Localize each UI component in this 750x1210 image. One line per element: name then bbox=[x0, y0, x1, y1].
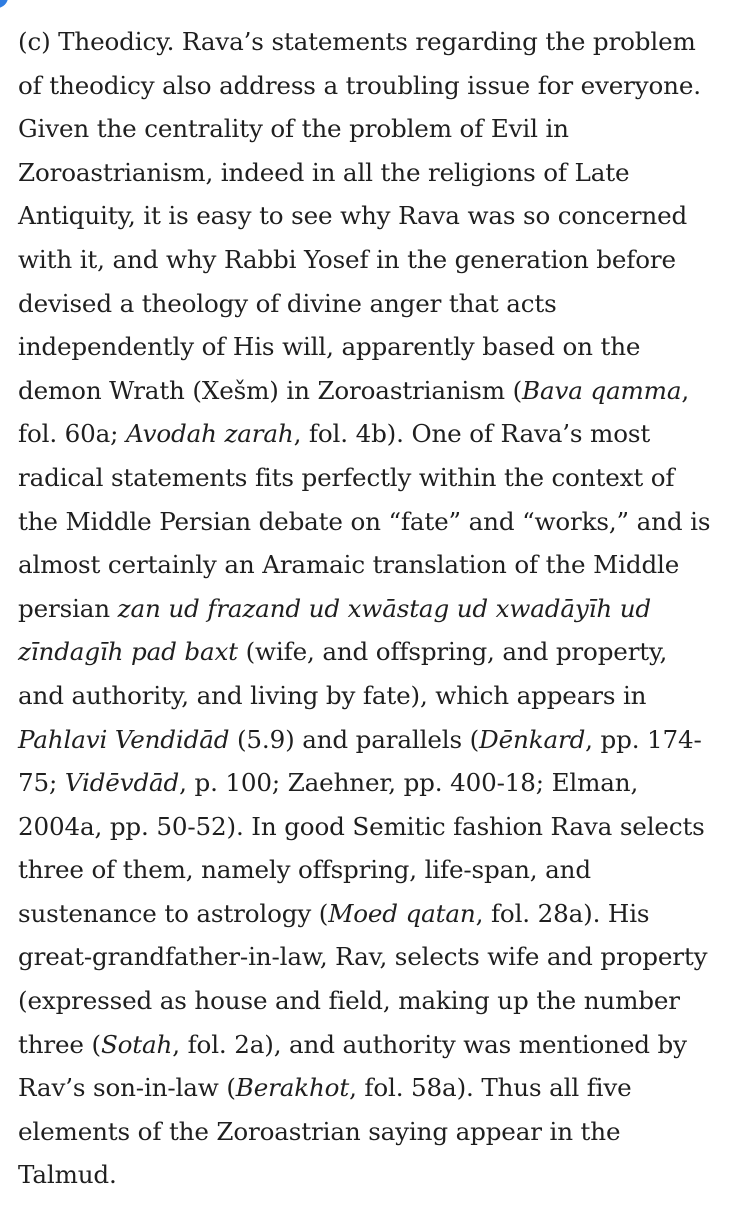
text-run: , fol. 58a). Thus all five elements of the Zoroastrian saying appear in the Talmud. bbox=[18, 1073, 632, 1190]
citation-denkard: Dēnkard bbox=[479, 724, 586, 754]
text-run: , fol. 2a), and authority was mentioned by Rav’s son-in-law ( bbox=[18, 1029, 687, 1103]
text-run: (c) Theodicy. Rava’s statements regarding the problem of theodicy also address a troubling issue for everyone. Given the centrality of the problem of Evil in Zoroastrianism, indeed in all the religions of Late Antiquity, it is easy to see why Rava was so concerned with it, and why Rabbi Yosef in the generation before devised a theology of divine anger that acts independently of His will, apparently based on the demon Wrath (Xešm) in Zoroastrianism ( bbox=[18, 27, 701, 405]
text-run: (5.9) and parallels ( bbox=[229, 724, 480, 754]
text-run: , fol. 60a; bbox=[18, 375, 690, 449]
text-run: (wife, and offspring, and property, and authority, and living by fate), which appears in bbox=[18, 637, 668, 710]
citation-sotah: Sotah bbox=[100, 1029, 173, 1059]
citation-bava-qamma: Bava qamma bbox=[522, 375, 682, 405]
text-run: , fol. 28a). His great-grandfather-in-law, Rav, selects wife and property (expressed as house and field, making up the number three ( bbox=[18, 898, 708, 1059]
text-run: , p. 100; Zaehner, pp. 400-18; Elman, 2004a, pp. 50-52). In good Semitic fashion Rava selects three of them, namely offspring, life-span, and sustenance to astrology ( bbox=[18, 768, 705, 928]
text-run: , pp. 174-75; bbox=[18, 724, 702, 798]
theodicy-paragraph bbox=[18, 20, 718, 1197]
citation-pahlavi-vendidad: Pahlavi Vendidād bbox=[18, 724, 230, 754]
citation-moed-qatan: Moed qatan bbox=[328, 898, 476, 928]
citation-avodah-zarah: Avodah zarah bbox=[125, 419, 294, 449]
corner-indicator bbox=[0, 0, 8, 8]
citation-videvdad: Vidēvdād bbox=[64, 768, 180, 798]
text-run: , fol. 4b). One of Rava’s most radical statements fits perfectly within the context of the Middle Persian debate on “fate” and “works,” and is almost certainly an Aramaic translation of the Middle persian bbox=[18, 419, 711, 623]
citation-berakhot: Berakhot bbox=[235, 1073, 350, 1103]
middle-persian-phrase: zan ud frazand ud xwāstag ud xwadāyīh ud zīndagīh pad baxt bbox=[18, 593, 651, 667]
article-body bbox=[18, 20, 718, 1197]
